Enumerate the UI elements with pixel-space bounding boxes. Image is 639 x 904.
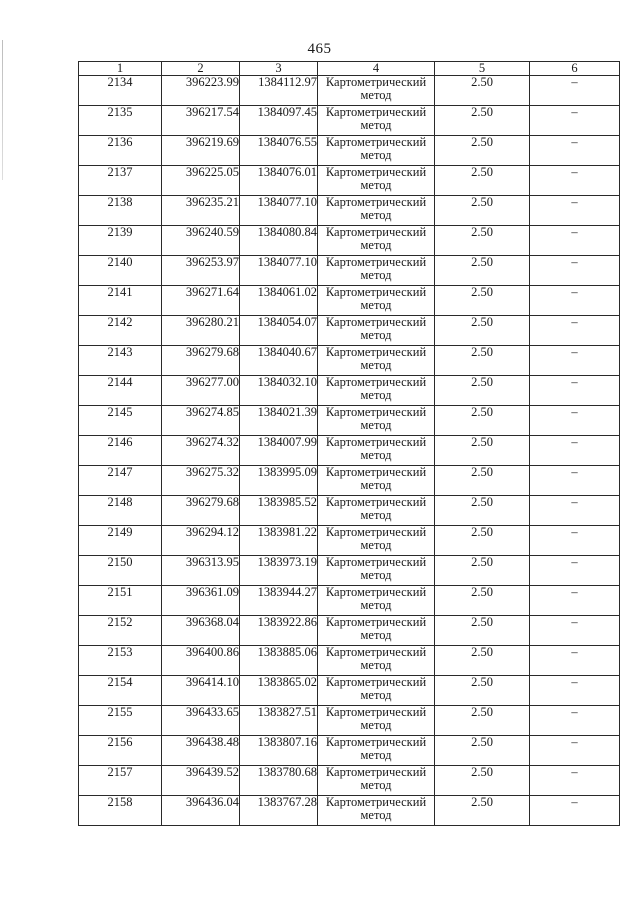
- table-row: [79, 646, 620, 676]
- y-coordinate-cell: 1384112.97: [240, 76, 318, 106]
- accuracy-cell: 2.50: [435, 436, 530, 466]
- x-coordinate-cell: 396253.97: [162, 256, 240, 286]
- method-cell: [318, 166, 435, 196]
- point-number-cell: 2141: [79, 286, 162, 316]
- method-cell: [318, 526, 435, 556]
- y-coordinate-cell: 1384077.10: [240, 256, 318, 286]
- method-cell: [318, 106, 435, 136]
- point-number-cell: 2143: [79, 346, 162, 376]
- table-row: [79, 166, 620, 196]
- column-header: 4: [318, 62, 435, 76]
- table-row: [79, 376, 620, 406]
- note-cell: –: [530, 76, 620, 106]
- method-line-2: метод: [360, 88, 392, 102]
- note-cell: –: [530, 286, 620, 316]
- point-number-cell: 2136: [79, 136, 162, 166]
- accuracy-cell: 2.50: [435, 256, 530, 286]
- note-cell: –: [530, 496, 620, 526]
- accuracy-cell: 2.50: [435, 286, 530, 316]
- method-cell: [318, 736, 435, 766]
- accuracy-cell: 2.50: [435, 676, 530, 706]
- point-number-cell: 2134: [79, 76, 162, 106]
- method-line-1: Картометрический: [325, 525, 427, 539]
- x-coordinate-cell: 396271.64: [162, 286, 240, 316]
- method-cell: [318, 646, 435, 676]
- method-line-2: метод: [360, 208, 392, 222]
- y-coordinate-cell: 1384080.84: [240, 226, 318, 256]
- accuracy-cell: 2.50: [435, 556, 530, 586]
- point-number-cell: 2144: [79, 376, 162, 406]
- accuracy-cell: 2.50: [435, 406, 530, 436]
- table-row: [79, 256, 620, 286]
- x-coordinate-cell: 396274.85: [162, 406, 240, 436]
- y-coordinate-cell: 1384054.07: [240, 316, 318, 346]
- method-line-2: метод: [360, 148, 392, 162]
- method-cell: [318, 676, 435, 706]
- method-line-2: метод: [360, 718, 392, 732]
- note-cell: –: [530, 226, 620, 256]
- method-line-1: Картометрический: [325, 465, 427, 479]
- method-line-1: Картометрический: [325, 375, 427, 389]
- method-line-1: Картометрический: [325, 645, 427, 659]
- method-line-2: метод: [360, 598, 392, 612]
- method-cell: [318, 136, 435, 166]
- y-coordinate-cell: 1384076.55: [240, 136, 318, 166]
- method-line-1: Картометрический: [325, 225, 427, 239]
- x-coordinate-cell: 396433.65: [162, 706, 240, 736]
- y-coordinate-cell: 1384021.39: [240, 406, 318, 436]
- point-number-cell: 2156: [79, 736, 162, 766]
- method-cell: [318, 496, 435, 526]
- note-cell: –: [530, 406, 620, 436]
- method-line-1: Картометрический: [325, 675, 427, 689]
- note-cell: –: [530, 556, 620, 586]
- y-coordinate-cell: 1383885.06: [240, 646, 318, 676]
- x-coordinate-cell: 396280.21: [162, 316, 240, 346]
- accuracy-cell: 2.50: [435, 166, 530, 196]
- y-coordinate-cell: 1383827.51: [240, 706, 318, 736]
- note-cell: –: [530, 646, 620, 676]
- note-cell: –: [530, 256, 620, 286]
- method-cell: [318, 616, 435, 646]
- x-coordinate-cell: 396235.21: [162, 196, 240, 226]
- method-line-1: Картометрический: [325, 615, 427, 629]
- point-number-cell: 2150: [79, 556, 162, 586]
- method-line-1: Картометрический: [325, 135, 427, 149]
- table-row: [79, 496, 620, 526]
- header-row: [79, 62, 620, 76]
- method-line-1: Картометрический: [325, 75, 427, 89]
- x-coordinate-cell: 396436.04: [162, 796, 240, 826]
- method-cell: [318, 796, 435, 826]
- method-line-2: метод: [360, 658, 392, 672]
- x-coordinate-cell: 396225.05: [162, 166, 240, 196]
- note-cell: –: [530, 466, 620, 496]
- method-line-2: метод: [360, 568, 392, 582]
- method-line-1: Картометрический: [325, 165, 427, 179]
- table-row: [79, 706, 620, 736]
- method-cell: [318, 766, 435, 796]
- y-coordinate-cell: 1384040.67: [240, 346, 318, 376]
- table-row: [79, 766, 620, 796]
- column-header: 5: [435, 62, 530, 76]
- note-cell: –: [530, 736, 620, 766]
- method-line-1: Картометрический: [325, 705, 427, 719]
- method-line-1: Картометрический: [325, 795, 427, 809]
- table-row: [79, 76, 620, 106]
- note-cell: –: [530, 706, 620, 736]
- x-coordinate-cell: 396438.48: [162, 736, 240, 766]
- method-cell: [318, 556, 435, 586]
- table-row: [79, 796, 620, 826]
- method-line-2: метод: [360, 628, 392, 642]
- table-row: [79, 196, 620, 226]
- point-number-cell: 2146: [79, 436, 162, 466]
- x-coordinate-cell: 396400.86: [162, 646, 240, 676]
- x-coordinate-cell: 396368.04: [162, 616, 240, 646]
- accuracy-cell: 2.50: [435, 376, 530, 406]
- method-line-2: метод: [360, 388, 392, 402]
- column-header: 3: [240, 62, 318, 76]
- table-row: [79, 676, 620, 706]
- x-coordinate-cell: 396240.59: [162, 226, 240, 256]
- accuracy-cell: 2.50: [435, 766, 530, 796]
- method-cell: [318, 256, 435, 286]
- method-line-2: метод: [360, 178, 392, 192]
- accuracy-cell: 2.50: [435, 796, 530, 826]
- method-line-2: метод: [360, 748, 392, 762]
- y-coordinate-cell: 1383865.02: [240, 676, 318, 706]
- method-cell: [318, 586, 435, 616]
- y-coordinate-cell: 1383807.16: [240, 736, 318, 766]
- method-cell: [318, 436, 435, 466]
- point-number-cell: 2139: [79, 226, 162, 256]
- point-number-cell: 2147: [79, 466, 162, 496]
- y-coordinate-cell: 1383944.27: [240, 586, 318, 616]
- y-coordinate-cell: 1384061.02: [240, 286, 318, 316]
- note-cell: –: [530, 616, 620, 646]
- note-cell: –: [530, 376, 620, 406]
- page-number: 465: [307, 41, 332, 57]
- y-coordinate-cell: 1383922.86: [240, 616, 318, 646]
- method-line-1: Картометрический: [325, 345, 427, 359]
- table-row: [79, 286, 620, 316]
- method-line-2: метод: [360, 808, 392, 822]
- accuracy-cell: 2.50: [435, 616, 530, 646]
- y-coordinate-cell: 1384076.01: [240, 166, 318, 196]
- table-body: [79, 76, 620, 826]
- accuracy-cell: 2.50: [435, 496, 530, 526]
- note-cell: –: [530, 106, 620, 136]
- method-cell: [318, 466, 435, 496]
- note-cell: –: [530, 586, 620, 616]
- method-line-2: метод: [360, 268, 392, 282]
- method-line-1: Картометрический: [325, 495, 427, 509]
- method-line-1: Картометрический: [325, 255, 427, 269]
- note-cell: –: [530, 526, 620, 556]
- accuracy-cell: 2.50: [435, 196, 530, 226]
- method-line-2: метод: [360, 418, 392, 432]
- accuracy-cell: 2.50: [435, 106, 530, 136]
- y-coordinate-cell: 1383767.28: [240, 796, 318, 826]
- note-cell: –: [530, 346, 620, 376]
- table-row: [79, 736, 620, 766]
- y-coordinate-cell: 1384032.10: [240, 376, 318, 406]
- note-cell: –: [530, 316, 620, 346]
- accuracy-cell: 2.50: [435, 736, 530, 766]
- y-coordinate-cell: 1384007.99: [240, 436, 318, 466]
- method-line-2: метод: [360, 778, 392, 792]
- accuracy-cell: 2.50: [435, 586, 530, 616]
- coordinates-table: [78, 61, 620, 826]
- method-line-1: Картометрический: [325, 585, 427, 599]
- y-coordinate-cell: 1383780.68: [240, 766, 318, 796]
- method-line-2: метод: [360, 118, 392, 132]
- method-line-2: метод: [360, 538, 392, 552]
- method-line-1: Картометрический: [325, 315, 427, 329]
- note-cell: –: [530, 136, 620, 166]
- x-coordinate-cell: 396279.68: [162, 346, 240, 376]
- x-coordinate-cell: 396361.09: [162, 586, 240, 616]
- x-coordinate-cell: 396439.52: [162, 766, 240, 796]
- accuracy-cell: 2.50: [435, 526, 530, 556]
- method-line-2: метод: [360, 328, 392, 342]
- accuracy-cell: 2.50: [435, 646, 530, 676]
- y-coordinate-cell: 1383985.52: [240, 496, 318, 526]
- note-cell: –: [530, 676, 620, 706]
- x-coordinate-cell: 396219.69: [162, 136, 240, 166]
- method-line-2: метод: [360, 238, 392, 252]
- point-number-cell: 2138: [79, 196, 162, 226]
- point-number-cell: 2142: [79, 316, 162, 346]
- y-coordinate-cell: 1383973.19: [240, 556, 318, 586]
- x-coordinate-cell: 396414.10: [162, 676, 240, 706]
- table-row: [79, 556, 620, 586]
- accuracy-cell: 2.50: [435, 346, 530, 376]
- point-number-cell: 2135: [79, 106, 162, 136]
- point-number-cell: 2148: [79, 496, 162, 526]
- y-coordinate-cell: 1383995.09: [240, 466, 318, 496]
- method-line-2: метод: [360, 508, 392, 522]
- x-coordinate-cell: 396274.32: [162, 436, 240, 466]
- x-coordinate-cell: 396223.99: [162, 76, 240, 106]
- point-number-cell: 2140: [79, 256, 162, 286]
- accuracy-cell: 2.50: [435, 136, 530, 166]
- x-coordinate-cell: 396279.68: [162, 496, 240, 526]
- table-row: [79, 226, 620, 256]
- note-cell: –: [530, 436, 620, 466]
- note-cell: –: [530, 166, 620, 196]
- table-row: [79, 616, 620, 646]
- method-line-1: Картометрический: [325, 405, 427, 419]
- point-number-cell: 2155: [79, 706, 162, 736]
- table-row: [79, 316, 620, 346]
- x-coordinate-cell: 396277.00: [162, 376, 240, 406]
- point-number-cell: 2152: [79, 616, 162, 646]
- note-cell: –: [530, 766, 620, 796]
- y-coordinate-cell: 1384097.45: [240, 106, 318, 136]
- table-row: [79, 136, 620, 166]
- method-line-2: метод: [360, 478, 392, 492]
- point-number-cell: 2145: [79, 406, 162, 436]
- method-cell: [318, 196, 435, 226]
- point-number-cell: 2154: [79, 676, 162, 706]
- method-line-1: Картометрический: [325, 555, 427, 569]
- method-cell: [318, 286, 435, 316]
- table-row: [79, 406, 620, 436]
- method-cell: [318, 76, 435, 106]
- method-line-1: Картометрический: [325, 735, 427, 749]
- table-row: [79, 526, 620, 556]
- accuracy-cell: 2.50: [435, 226, 530, 256]
- column-header: 6: [530, 62, 620, 76]
- point-number-cell: 2153: [79, 646, 162, 676]
- method-cell: [318, 316, 435, 346]
- x-coordinate-cell: 396313.95: [162, 556, 240, 586]
- method-cell: [318, 226, 435, 256]
- y-coordinate-cell: 1383981.22: [240, 526, 318, 556]
- accuracy-cell: 2.50: [435, 466, 530, 496]
- note-cell: –: [530, 796, 620, 826]
- point-number-cell: 2157: [79, 766, 162, 796]
- table-row: [79, 346, 620, 376]
- accuracy-cell: 2.50: [435, 76, 530, 106]
- point-number-cell: 2149: [79, 526, 162, 556]
- method-line-2: метод: [360, 688, 392, 702]
- point-number-cell: 2158: [79, 796, 162, 826]
- method-line-1: Картометрический: [325, 105, 427, 119]
- x-coordinate-cell: 396217.54: [162, 106, 240, 136]
- method-cell: [318, 406, 435, 436]
- point-number-cell: 2151: [79, 586, 162, 616]
- method-line-1: Картометрический: [325, 285, 427, 299]
- method-cell: [318, 346, 435, 376]
- method-line-2: метод: [360, 448, 392, 462]
- note-cell: –: [530, 196, 620, 226]
- column-header: 2: [162, 62, 240, 76]
- method-line-1: Картометрический: [325, 435, 427, 449]
- table-row: [79, 436, 620, 466]
- method-cell: [318, 376, 435, 406]
- method-cell: [318, 706, 435, 736]
- column-header: 1: [79, 62, 162, 76]
- x-coordinate-cell: 396294.12: [162, 526, 240, 556]
- method-line-1: Картометрический: [325, 765, 427, 779]
- table-row: [79, 106, 620, 136]
- table-row: [79, 466, 620, 496]
- table-row: [79, 586, 620, 616]
- method-line-2: метод: [360, 298, 392, 312]
- accuracy-cell: 2.50: [435, 316, 530, 346]
- scan-edge-mark: [2, 40, 3, 180]
- point-number-cell: 2137: [79, 166, 162, 196]
- method-line-2: метод: [360, 358, 392, 372]
- accuracy-cell: 2.50: [435, 706, 530, 736]
- x-coordinate-cell: 396275.32: [162, 466, 240, 496]
- method-line-1: Картометрический: [325, 195, 427, 209]
- y-coordinate-cell: 1384077.10: [240, 196, 318, 226]
